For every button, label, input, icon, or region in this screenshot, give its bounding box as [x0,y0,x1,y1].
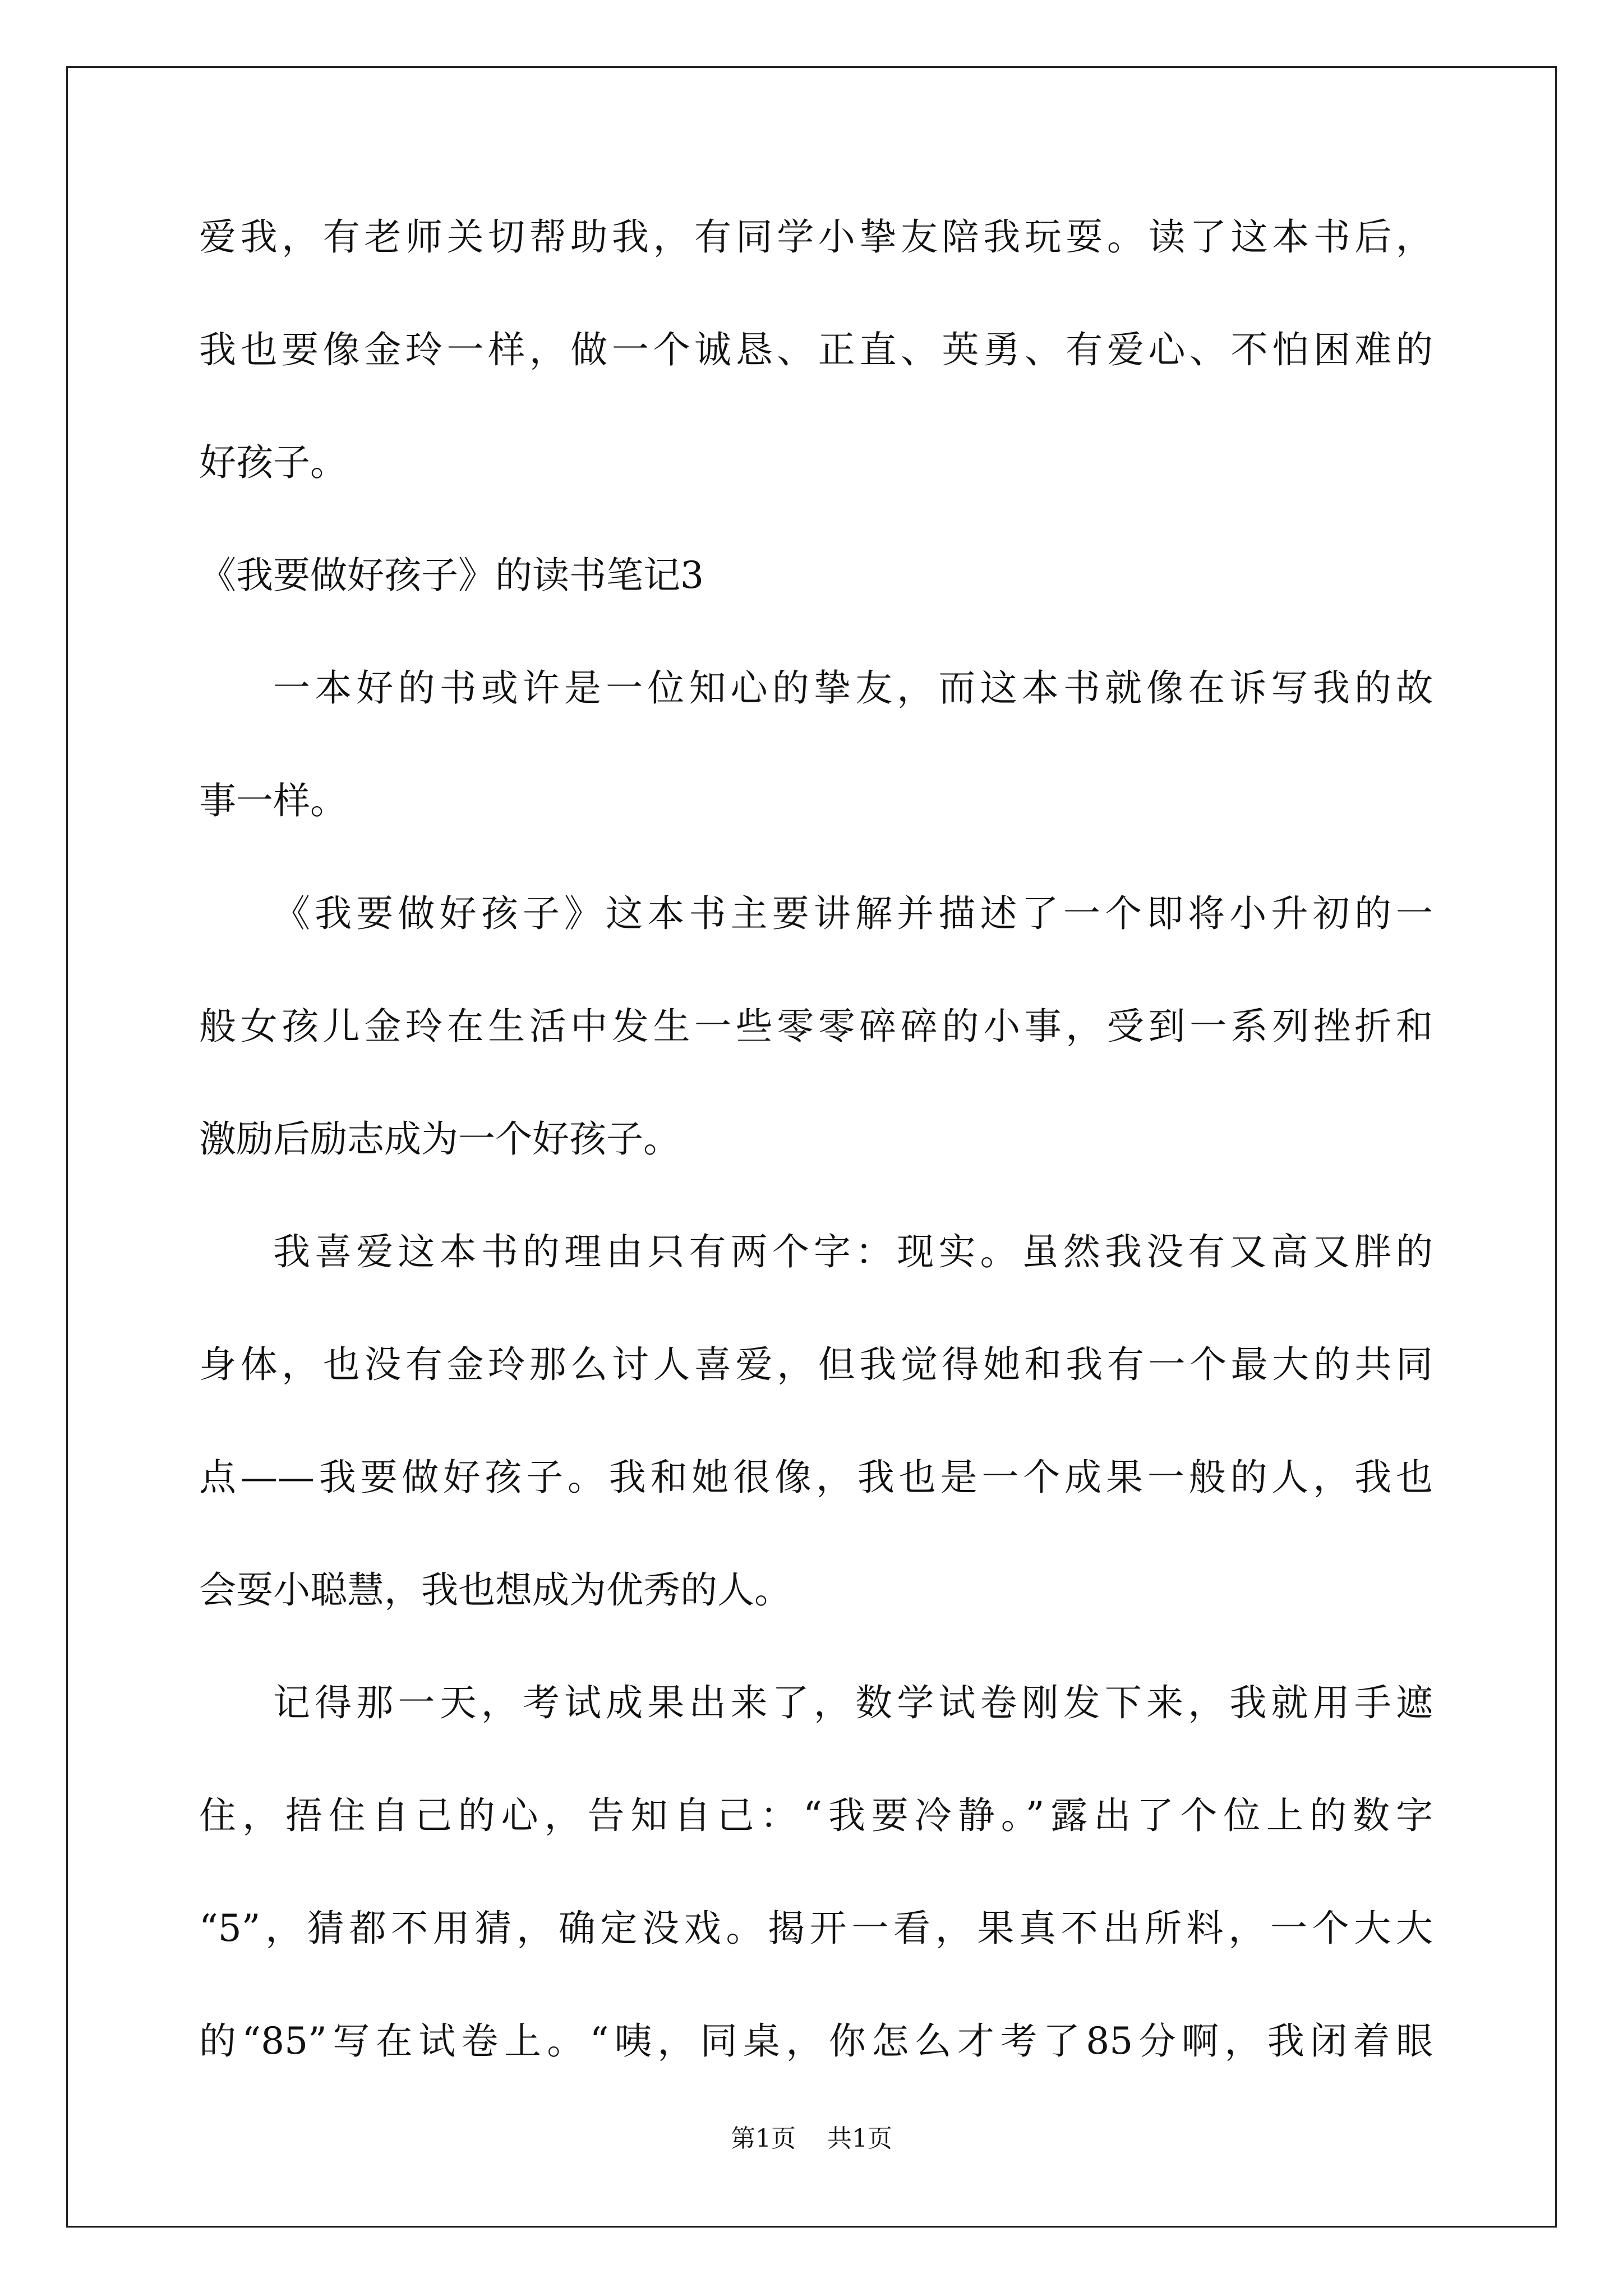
text-line: 好孩子。 [199,441,347,484]
text-line: 住，捂住自己的心，告知自己：“我要冷静。”露出了个位上的数字 [199,1794,1433,1837]
text-line: 般女孩儿金玲在生活中发生一些零零碎碎的小事，受到一系列挫折和 [199,1005,1433,1048]
text-line: 记得那一天，考试成果出来了，数学试卷刚发下来，我就用手遮 [273,1681,1433,1724]
text-line: 我也要像金玲一样，做一个诚恳、正直、英勇、有爱心、不怕困难的 [199,328,1433,371]
page-number-footer: 第1页 共1页 [731,2124,892,2153]
text-line: 的“85”写在试卷上。“咦，同桌，你怎么才考了85分啊，我闭着眼 [199,2019,1433,2063]
text-line: 会耍小聪慧，我也想成为优秀的人。 [199,1568,791,1612]
document-body [199,215,1433,2136]
text-line: 我喜爱这本书的理由只有两个字：现实。虽然我没有又高又胖的 [273,1230,1433,1273]
text-line: 点——我要做好孩子。我和她很像，我也是一个成果一般的人，我也 [199,1456,1433,1499]
text-line: 爱我，有老师关切帮助我，有同学小挚友陪我玩耍。读了这本书后， [199,215,1433,259]
text-line: 身体，也没有金玲那么讨人喜爱，但我觉得她和我有一个最大的共同 [199,1343,1433,1386]
text-line: 《我要做好孩子》这本书主要讲解并描述了一个即将小升初的一 [273,892,1433,935]
text-line: 事一样。 [199,779,347,822]
text-line: 激励后励志成为一个好孩子。 [199,1117,680,1161]
text-line: “5”，猜都不用猜，确定没戏。揭开一看，果真不出所料，一个大大 [199,1907,1433,1950]
section-heading: 《我要做好孩子》的读书笔记3 [199,554,704,597]
text-line: 一本好的书或许是一位知心的挚友，而这本书就像在诉写我的故 [273,666,1433,710]
